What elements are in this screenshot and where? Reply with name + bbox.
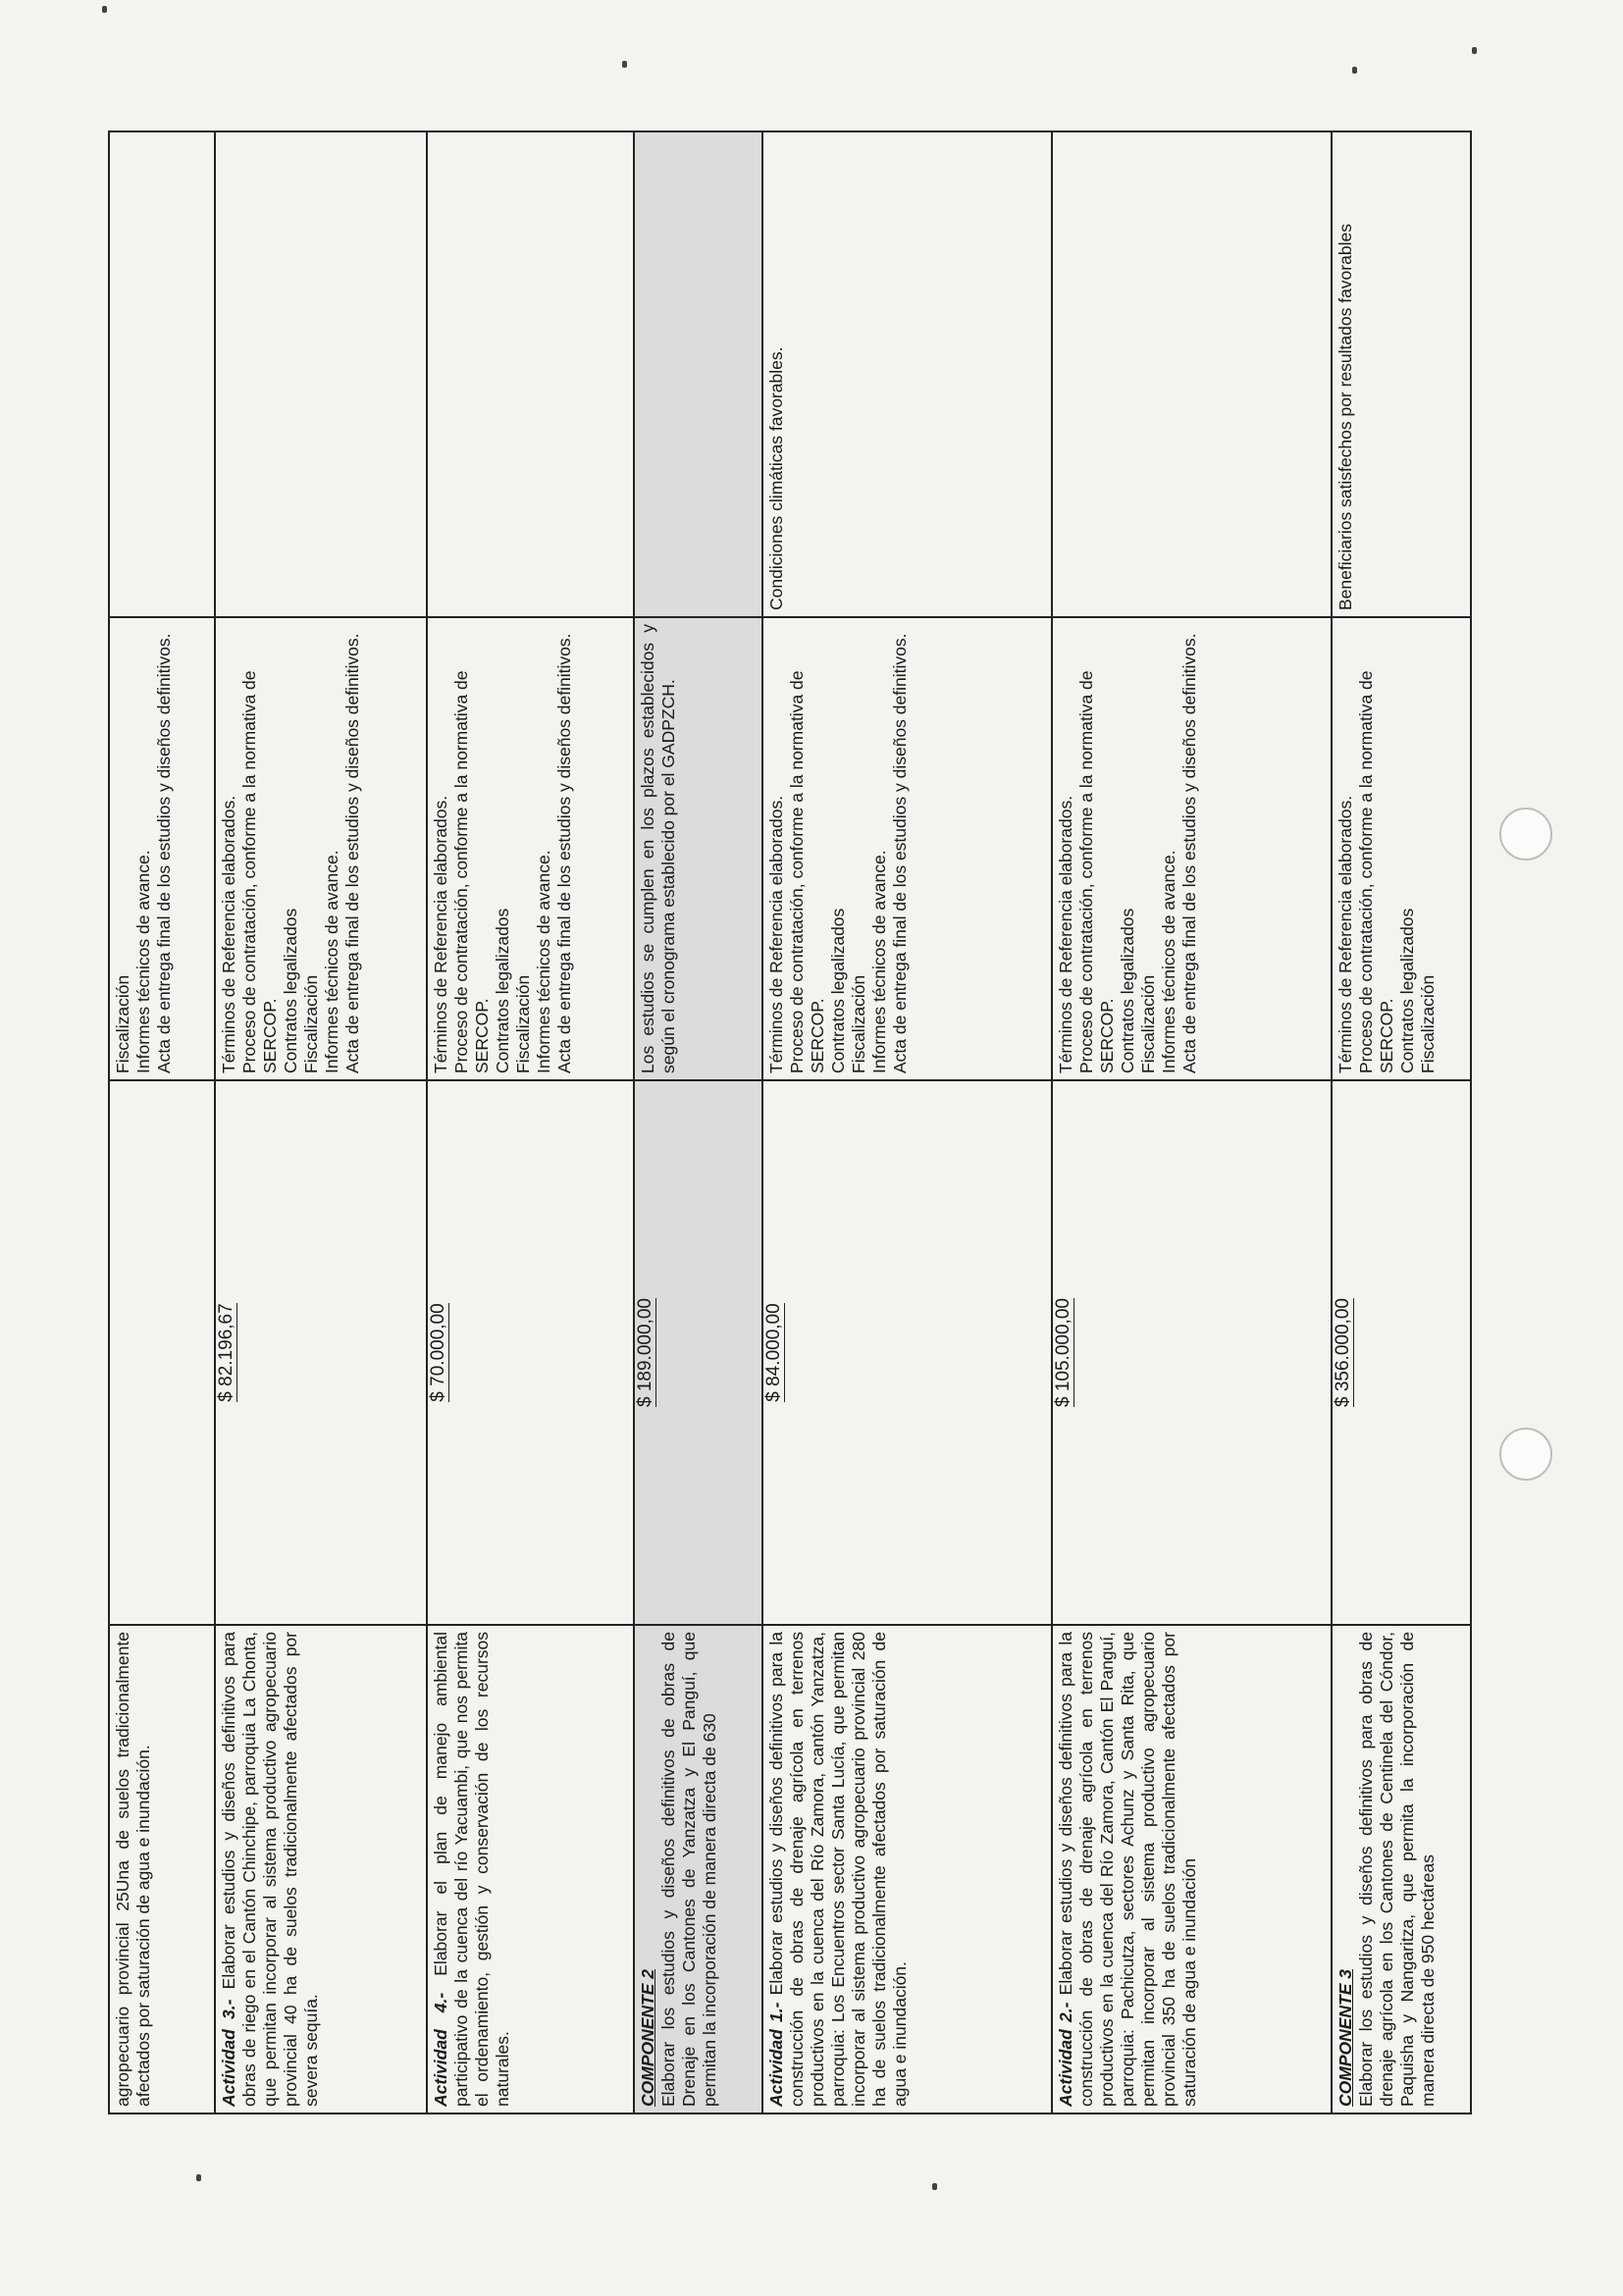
scan-speck	[1472, 47, 1477, 54]
scan-speck	[622, 61, 627, 68]
activity-cell	[109, 1625, 215, 2113]
budget-amount: $ 82.196,67	[216, 1303, 237, 1402]
verification-item: Fiscalización	[301, 974, 322, 1073]
component-title: COMPONENTE 2	[637, 1968, 657, 2107]
verification-item: Proceso de contratación, conforme a la normativa de SERCOP.	[239, 670, 281, 1073]
table-row	[427, 131, 633, 2113]
scan-speck	[932, 2183, 937, 2190]
activity-label: Actividad 1.-	[765, 2002, 786, 2107]
budget-amount: $ 356.000,00	[1332, 1298, 1353, 1407]
verification-item: Acta de entrega final de los estudios y diseños definitivos.	[154, 633, 174, 1073]
verification-item: Informes técnicos de avance.	[133, 850, 153, 1073]
activity-text: agropecuario provincial 25Una de suelos tradicionalmente afectados por saturación de agua e inundación.	[113, 1632, 153, 2107]
verification-item: Contratos legalizados	[1396, 908, 1417, 1073]
table-row	[109, 131, 215, 2113]
table-row	[762, 131, 1053, 2113]
verification-item: Acta de entrega final de los estudios y diseños definitivos.	[342, 633, 363, 1073]
component-text: Elaborar los estudios y diseños definitivos de obras de Drenaje en los Cantones de Yanzatza y El Panguí, que permitan la incorporación de manera directa de 630	[657, 1632, 719, 2107]
verification-cell	[1052, 617, 1331, 1080]
activity-label: Actividad 3.-	[219, 1999, 239, 2107]
budget-amount: $ 189.000,00	[634, 1298, 655, 1407]
verification-item: Informes técnicos de avance.	[868, 850, 889, 1073]
assumption-cell	[634, 131, 762, 617]
verification-item: Proceso de contratación, conforme a la normativa de SERCOP.	[786, 670, 827, 1073]
activity-cell	[1052, 1625, 1331, 2113]
component-cell	[1332, 1625, 1471, 2113]
verification-item: Informes técnicos de avance.	[322, 850, 342, 1073]
verification-cell	[427, 617, 633, 1080]
verification-item: Contratos legalizados	[493, 908, 513, 1073]
assumption-text: Beneficiarios satisfechos por resultados favorables	[1335, 224, 1355, 610]
verification-item: Contratos legalizados	[1118, 908, 1138, 1073]
verification-item: Proceso de contratación, conforme a la normativa de SERCOP.	[1355, 670, 1396, 1073]
verification-cell	[215, 617, 427, 1080]
verification-cell	[1332, 617, 1471, 1080]
table-row	[634, 131, 762, 2113]
table-row	[1332, 131, 1471, 2113]
verification-item: Acta de entrega final de los estudios y diseños definitivos.	[554, 633, 575, 1073]
component-title: COMPONENTE 3	[1335, 1968, 1355, 2107]
logical-framework-table	[108, 130, 1472, 2114]
assumption-cell	[427, 131, 633, 617]
verification-item: Proceso de contratación, conforme a la normativa de SERCOP.	[451, 670, 493, 1073]
verification-item: Acta de entrega final de los estudios y diseños definitivos.	[889, 633, 910, 1073]
punch-hole	[1499, 808, 1552, 861]
assumption-cell	[109, 131, 215, 617]
verification-item: Fiscalización	[513, 974, 534, 1073]
verification-item: Proceso de contratación, conforme a la normativa de SERCOP.	[1076, 670, 1118, 1073]
budget-cell	[762, 1080, 1053, 1625]
assumption-cell	[215, 131, 427, 617]
punch-hole	[1499, 1428, 1552, 1481]
table-row	[1052, 131, 1331, 2113]
activity-label: Actividad 2.-	[1056, 2002, 1076, 2107]
verification-item: Contratos legalizados	[281, 908, 301, 1073]
verification-item: Informes técnicos de avance.	[534, 850, 554, 1073]
activity-text: Elaborar el plan de manejo ambiental participativo de la cuenca del río Yacuambi, que nos permita el ordenamiento, gestión y conservación de los recursos naturales.	[431, 1631, 513, 2107]
assumption-text: Condiciones climáticas favorables.	[765, 346, 786, 610]
activity-cell	[427, 1625, 633, 2113]
verification-item: Fiscalización	[1138, 974, 1159, 1073]
activity-label: Actividad 4.-	[431, 1992, 451, 2107]
activity-cell	[215, 1625, 427, 2113]
budget-amount: $ 84.000,00	[762, 1303, 784, 1402]
assumption-cell	[762, 131, 1053, 617]
verification-item: Términos de Referencia elaborados.	[1056, 795, 1076, 1073]
verification-item: Los estudios se cumplen en los plazos establecidos y según el cronograma establecido por el GADPZCH.	[637, 624, 678, 1073]
scan-speck	[196, 2174, 201, 2181]
activity-text: Elaborar estudios y diseños definitivos para obras de riego en el Cantón Chinchipe, parroquia La Chonta, que permitan incorporar al sistema productivo agropecuario provincial 40 ha de suelos tradicionalmente afectados por severa sequía.	[219, 1632, 322, 2107]
verification-item: Términos de Referencia elaborados.	[1335, 795, 1355, 1073]
verification-item: Términos de Referencia elaborados.	[219, 795, 239, 1073]
budget-amount: $ 70.000,00	[428, 1303, 449, 1402]
table-row	[215, 131, 427, 2113]
verification-item: Fiscalización	[1417, 974, 1438, 1073]
verification-item: Fiscalización	[848, 974, 868, 1073]
assumption-cell	[1332, 131, 1471, 617]
component-text: Elaborar los estudios y diseños definitivos para obras de drenaje agrícola en los Cantones de Centinela del Cóndor, Paquisha y Nangaritza, que permita la incorporación de manera directa de 950 hectáreas	[1355, 1632, 1438, 2107]
activity-cell	[762, 1625, 1053, 2113]
verification-item: Acta de entrega final de los estudios y diseños definitivos.	[1179, 633, 1200, 1073]
rotated-page	[108, 132, 1472, 2114]
verification-cell	[109, 617, 215, 1080]
verification-item: Informes técnicos de avance.	[1159, 850, 1179, 1073]
assumption-cell	[1052, 131, 1331, 617]
budget-cell	[427, 1080, 633, 1625]
verification-cell	[762, 617, 1053, 1080]
budget-cell	[1332, 1080, 1471, 1625]
budget-cell	[1052, 1080, 1331, 1625]
budget-cell	[634, 1080, 762, 1625]
activity-text: Elaborar estudios y diseños definitivos para la construcción de obras de drenaje agrícola en terrenos productivos en la cuenca del Río Zamora, Cantón El Panguí, parroquia: Pachicutza, sectores Achunz y Santa Rita, que permitan incorporar al sistema productivo agropecuario provincial 350 ha de suelos tradicionalmente afectados por saturación de agua e inundación	[1056, 1632, 1200, 2107]
scan-speck	[102, 6, 107, 13]
budget-cell	[215, 1080, 427, 1625]
budget-amount: $ 105.000,00	[1053, 1298, 1074, 1407]
verification-item: Contratos legalizados	[827, 908, 848, 1073]
verification-cell	[634, 617, 762, 1080]
budget-cell	[109, 1080, 215, 1625]
verification-item: Términos de Referencia elaborados.	[765, 795, 786, 1073]
activity-text: Elaborar estudios y diseños definitivos para la construcción de obras de drenaje agrícola en terrenos productivos en la cuenca del Río Zamora, cantón Yanzatza, parroquia: Los Encuentros sector Santa Lucía, que permitan incorporar al sistema productivo agropecuario provincial 280 ha de suelos tradicionalmente afectados por saturación de agua e inundación.	[765, 1632, 910, 2107]
component-cell	[634, 1625, 762, 2113]
verification-item: Fiscalización	[113, 974, 132, 1073]
scan-speck	[1352, 67, 1357, 74]
verification-item: Términos de Referencia elaborados.	[431, 795, 451, 1073]
